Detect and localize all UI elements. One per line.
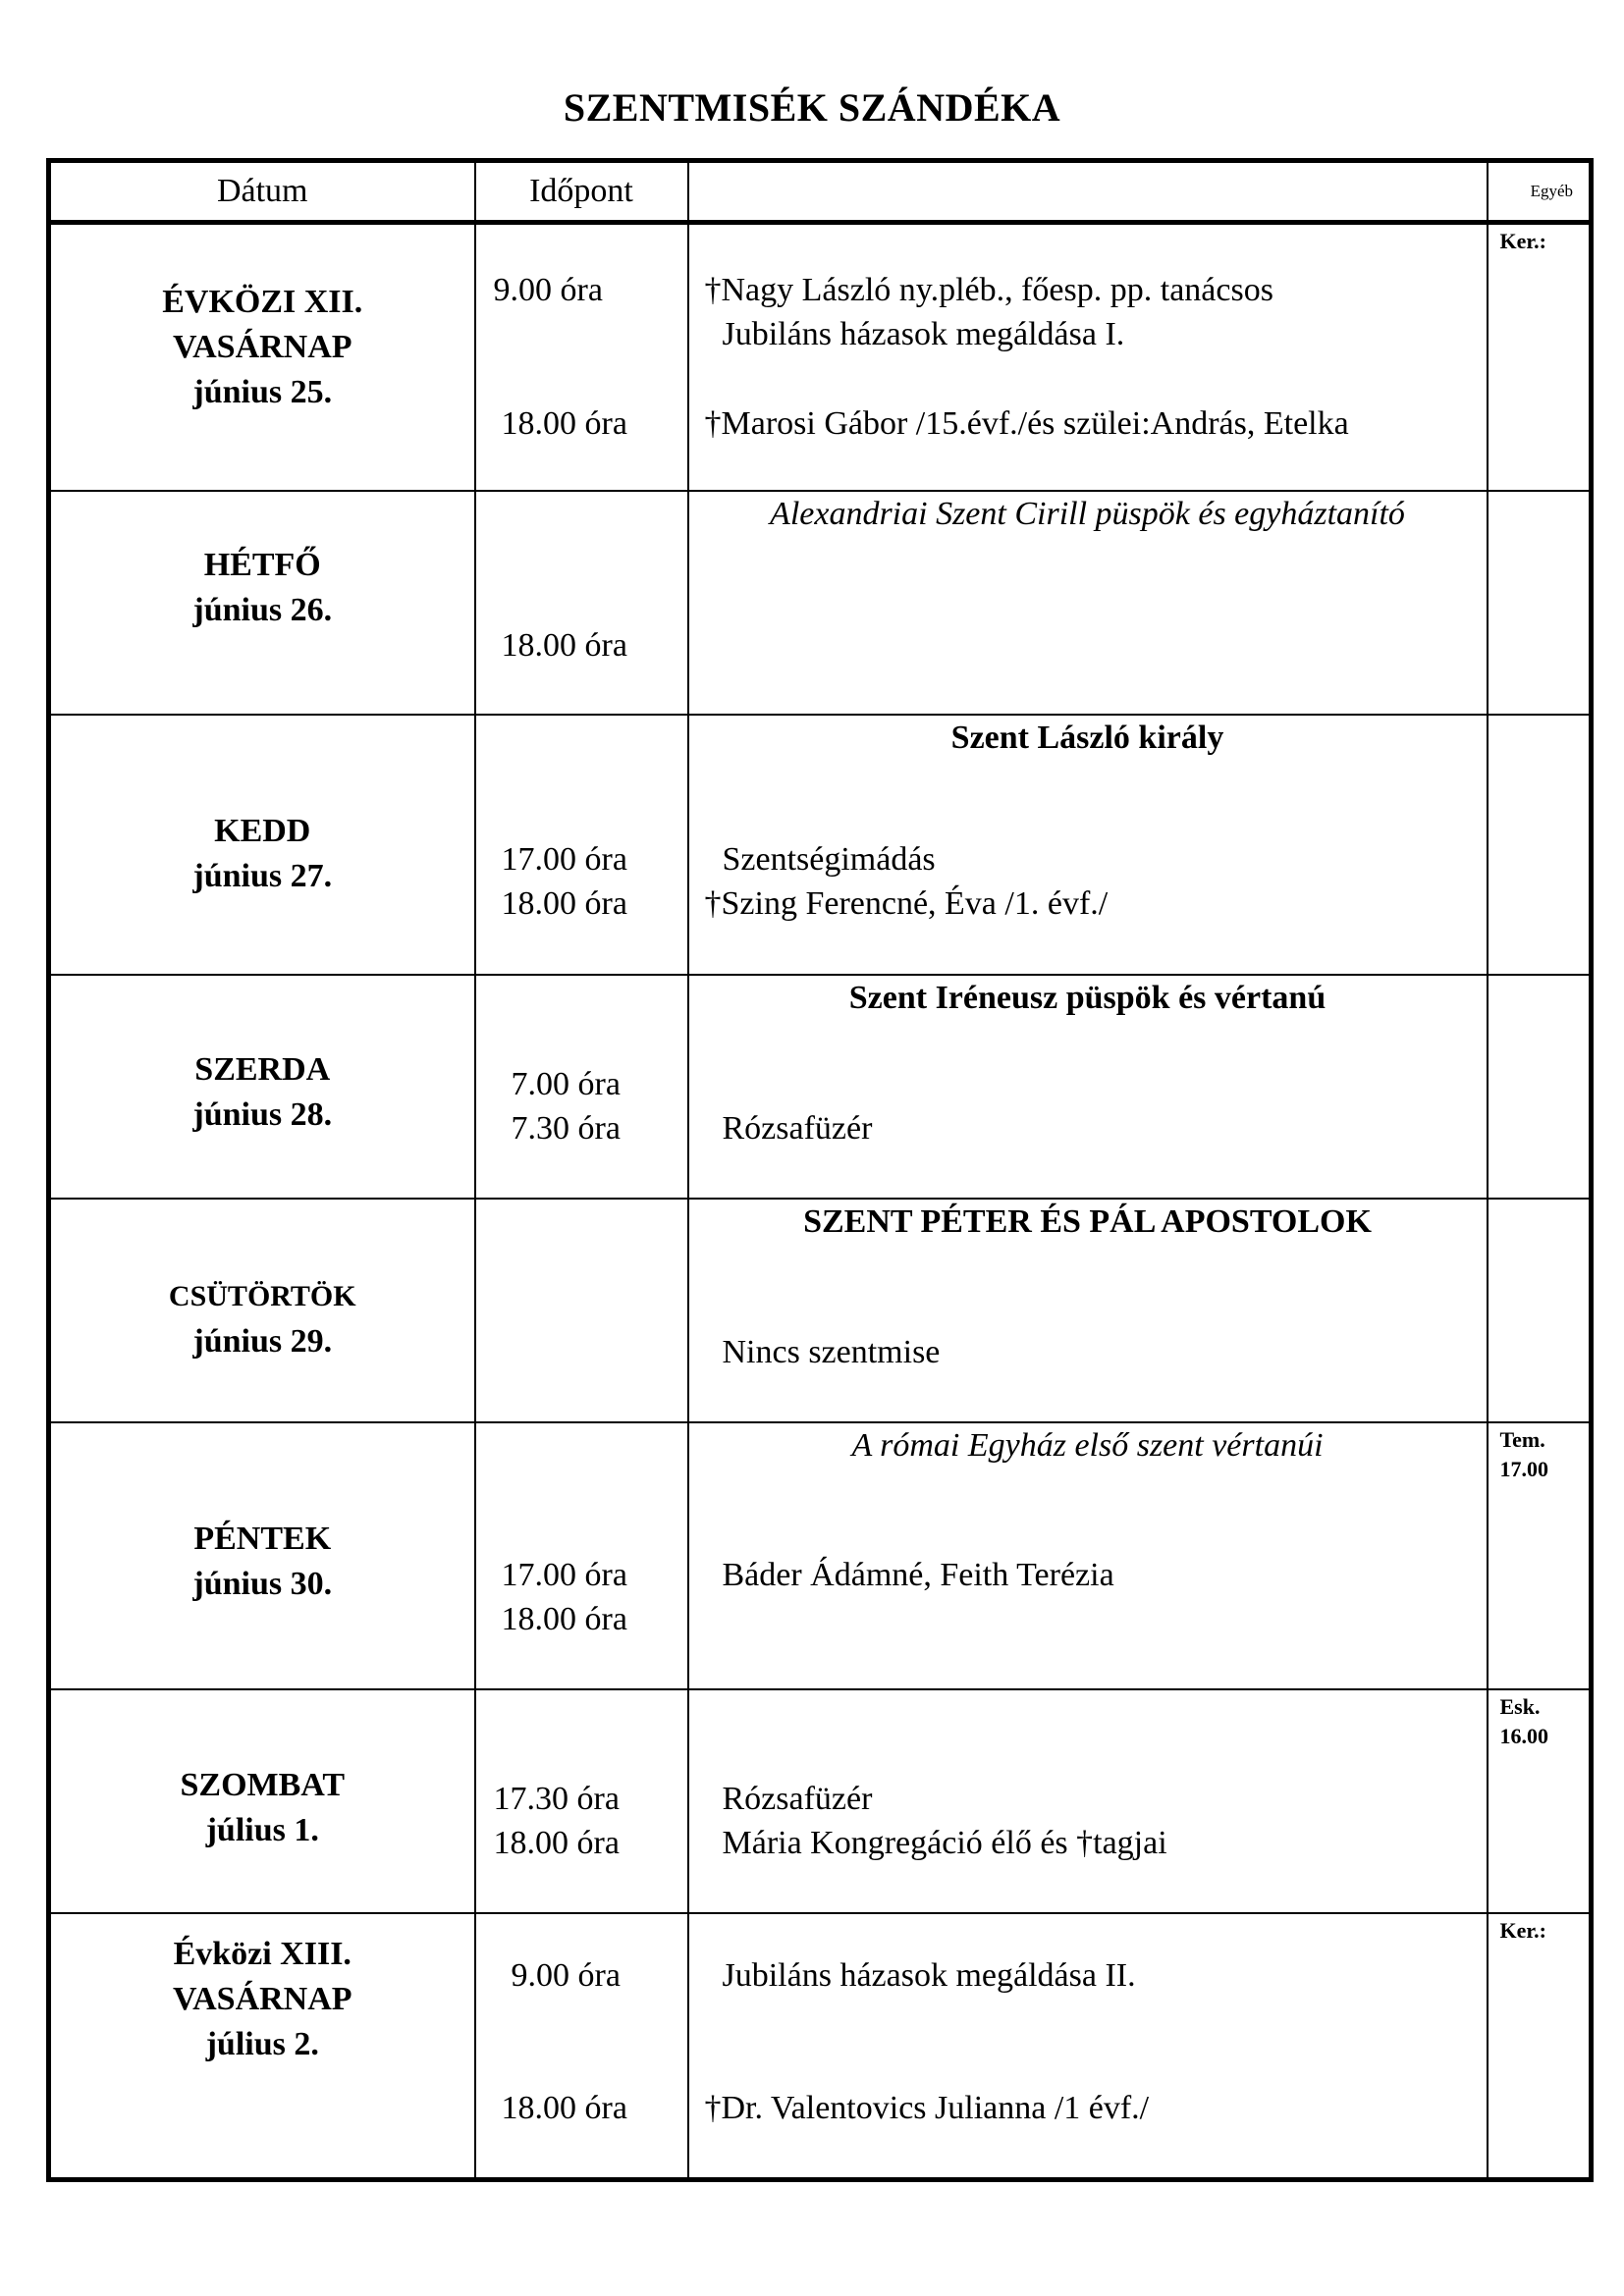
time-cell <box>475 1689 688 1913</box>
intention-text: Báder Ádámné, Feith Terézia <box>722 1556 1114 1593</box>
header-time: Időpont <box>475 161 688 223</box>
intention-cell <box>688 1422 1488 1689</box>
other-cell <box>1488 1689 1592 1913</box>
day-name: SZERDA <box>194 1050 331 1088</box>
day-date: július 1. <box>205 1811 319 1848</box>
other-cell <box>1488 1199 1592 1422</box>
day-name: VASÁRNAP <box>172 329 352 365</box>
time-cell <box>475 715 688 975</box>
feast-title: Szent Iréneusz püspök és vértanú <box>848 979 1326 1016</box>
day-name: HÉTFŐ <box>203 546 321 583</box>
other-note: 16.00 <box>1499 1723 1548 1748</box>
table-row <box>49 491 1592 715</box>
table-row <box>49 975 1592 1199</box>
other-note: Ker.: <box>1499 1917 1546 1943</box>
day-date: június 27. <box>192 857 333 894</box>
intention-cell <box>688 715 1488 975</box>
day-date: június 26. <box>192 591 333 628</box>
feast-title: Alexandriai Szent Cirill püspök és egyháztanító <box>770 495 1405 532</box>
mass-time: 18.00 óra <box>501 884 627 922</box>
date-cell <box>49 975 475 1199</box>
intention-text: Szentségimádás <box>722 840 936 878</box>
day-name: VASÁRNAP <box>172 1980 352 2017</box>
other-cell <box>1488 975 1592 1199</box>
day-name: SZOMBAT <box>180 1766 345 1803</box>
intention-text: †Nagy László ny.pléb., főesp. pp. tanácsos <box>704 272 1273 308</box>
intention-cell <box>688 1689 1488 1913</box>
mass-time: 17.00 óra <box>501 840 627 878</box>
day-date: június 28. <box>192 1095 333 1133</box>
other-cell <box>1488 491 1592 715</box>
other-cell <box>1488 223 1592 491</box>
page-title: SZENTMISÉK SZÁNDÉKA <box>563 85 1061 130</box>
table-header-row <box>49 161 1592 223</box>
time-cell <box>475 223 688 491</box>
time-cell <box>475 1913 688 2180</box>
mass-time: 18.00 óra <box>501 405 627 442</box>
day-date: június 29. <box>192 1322 333 1360</box>
table-row <box>49 715 1592 975</box>
intention-text: Rózsafüzér <box>722 1109 873 1147</box>
header-other: Egyéb <box>1488 161 1592 223</box>
feast-title: A római Egyház első szent vértanúi <box>851 1426 1324 1464</box>
intention-text: Mária Kongregáció élő és †tagjai <box>722 1824 1167 1861</box>
date-cell <box>49 1689 475 1913</box>
mass-time: 18.00 óra <box>501 2089 627 2126</box>
header-intention <box>688 161 1488 223</box>
intention-cell <box>688 491 1488 715</box>
table-row <box>49 223 1592 491</box>
other-note: Esk. <box>1499 1693 1541 1719</box>
day-date: június 30. <box>192 1565 333 1602</box>
mass-time: 17.00 óra <box>501 1556 627 1593</box>
day-name: KEDD <box>214 812 311 849</box>
intention-text: †Marosi Gábor /15.évf./és szülei:András, Etelka <box>704 405 1349 442</box>
table-row <box>49 1422 1592 1689</box>
time-cell <box>475 491 688 715</box>
mass-time: 7.30 óra <box>511 1109 621 1147</box>
day-date: június 25. <box>192 374 333 410</box>
intention-text: †Szing Ferencné, Éva /1. évf./ <box>704 884 1109 922</box>
intention-text: Rózsafüzér <box>722 1780 873 1817</box>
day-name: PÉNTEK <box>193 1520 332 1557</box>
time-cell <box>475 975 688 1199</box>
intention-cell <box>688 1913 1488 2180</box>
other-cell <box>1488 1422 1592 1689</box>
intention-text: Jubiláns házasok megáldása I. <box>722 316 1125 352</box>
mass-time: 17.30 óra <box>493 1780 620 1817</box>
intention-text: Nincs szentmise <box>722 1333 941 1370</box>
intention-text: †Dr. Valentovics Julianna /1 évf./ <box>704 2089 1150 2126</box>
intention-cell <box>688 1199 1488 1422</box>
mass-time: 18.00 óra <box>501 1600 627 1637</box>
mass-time: 7.00 óra <box>511 1065 621 1102</box>
other-note: Tem. <box>1499 1426 1545 1452</box>
table-row <box>49 1913 1592 2180</box>
date-cell <box>49 491 475 715</box>
mass-time: 9.00 óra <box>511 1956 621 1994</box>
mass-time: 18.00 óra <box>501 626 627 664</box>
feast-title: SZENT PÉTER ÉS PÁL APOSTOLOK <box>803 1202 1372 1240</box>
other-cell <box>1488 715 1592 975</box>
day-name: Évközi XIII. <box>173 1935 352 1972</box>
table-row <box>49 1689 1592 1913</box>
feast-title: Szent László király <box>950 719 1224 756</box>
date-cell <box>49 1422 475 1689</box>
date-cell <box>49 1913 475 2180</box>
day-name: CSÜTÖRTÖK <box>168 1279 356 1312</box>
time-cell <box>475 1199 688 1422</box>
date-cell <box>49 223 475 491</box>
date-cell <box>49 1199 475 1422</box>
date-cell <box>49 715 475 975</box>
mass-time: 9.00 óra <box>493 272 603 308</box>
other-cell <box>1488 1913 1592 2180</box>
day-name: ÉVKÖZI XII. <box>162 284 363 320</box>
intention-cell <box>688 223 1488 491</box>
table-row <box>49 1199 1592 1422</box>
other-note: Ker.: <box>1499 229 1546 253</box>
intention-cell <box>688 975 1488 1199</box>
other-note: 17.00 <box>1499 1456 1548 1481</box>
day-date: július 2. <box>205 2025 319 2062</box>
intention-text: Jubiláns házasok megáldása II. <box>722 1956 1136 1994</box>
header-date: Dátum <box>49 161 475 223</box>
time-cell <box>475 1422 688 1689</box>
mass-schedule-table <box>46 158 1594 2182</box>
mass-time: 18.00 óra <box>493 1824 620 1861</box>
